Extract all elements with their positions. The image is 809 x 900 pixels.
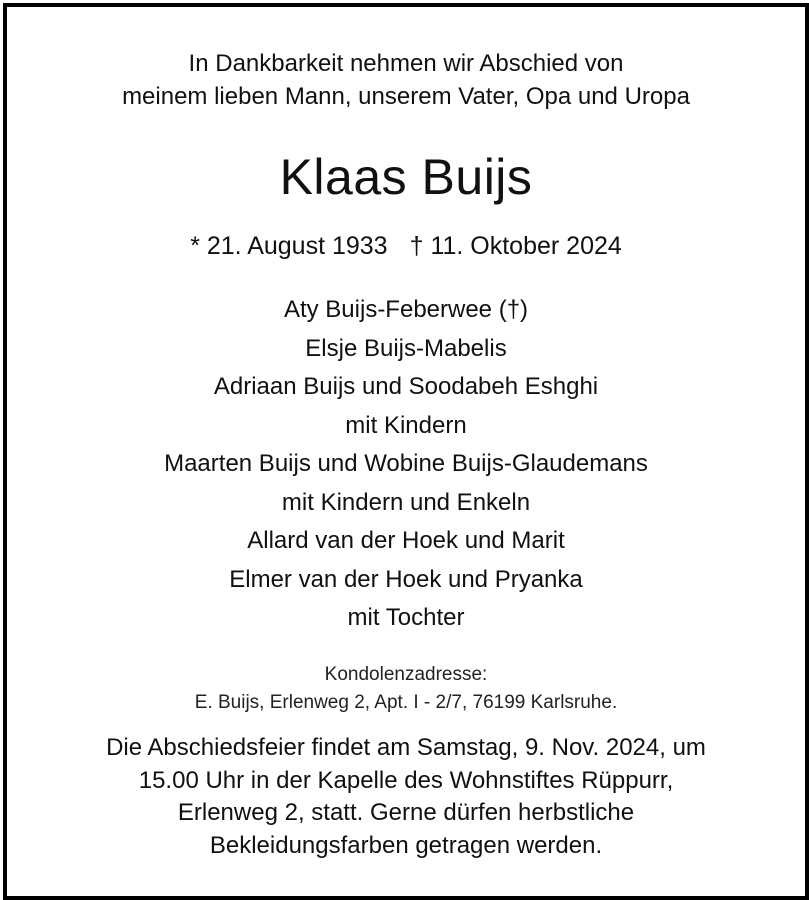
ceremony-info: [7, 732, 805, 862]
family-member: Adriaan Buijs und Soodabeh Eshghi: [213, 373, 599, 400]
intro-line-1: In Dankbarkeit nehmen wir Abschied von: [188, 50, 624, 77]
condolence-label: Kondolenzadresse:: [324, 664, 488, 685]
deceased-name: Klaas Buijs: [279, 149, 533, 205]
ceremony-line-4: Bekleidungsfarben getragen werden.: [209, 831, 603, 859]
family-member: Aty Buijs-Feberwee (†): [283, 296, 529, 323]
death-date: † 11. Oktober 2024: [409, 232, 622, 260]
condolence-address: [7, 661, 805, 717]
ceremony-line-1: Die Abschiedsfeier findet am Samstag, 9. Nov. 2024, um: [106, 734, 706, 761]
ceremony-line-2: 15.00 Uhr in der Kapelle des Wohnstiftes Rüppurr,: [138, 766, 674, 794]
family-list: [7, 291, 805, 638]
condolence-address-text: E. Buijs, Erlenweg 2, Apt. I - 2/7, 76199 Karlsruhe.: [194, 692, 618, 713]
family-member: Maarten Buijs und Wobine Buijs-Glaudemans: [164, 450, 648, 477]
family-member: mit Kindern und Enkeln: [281, 488, 531, 516]
family-member: mit Tochter: [347, 604, 465, 631]
family-member: mit Kindern: [345, 411, 467, 439]
life-dates: [7, 229, 805, 263]
family-member: Elmer van der Hoek und Pryanka: [229, 565, 583, 593]
ceremony-line-3: Erlenweg 2, statt. Gerne dürfen herbstliche: [177, 799, 635, 826]
birth-date: * 21. August 1933: [190, 232, 388, 260]
family-member: Allard van der Hoek und Marit: [247, 527, 565, 554]
family-member: Elsje Buijs-Mabelis: [305, 334, 507, 362]
intro-line-2: meinem lieben Mann, unserem Vater, Opa und Uropa: [122, 83, 690, 110]
intro-text: [7, 47, 805, 113]
obituary-frame: [3, 3, 809, 900]
